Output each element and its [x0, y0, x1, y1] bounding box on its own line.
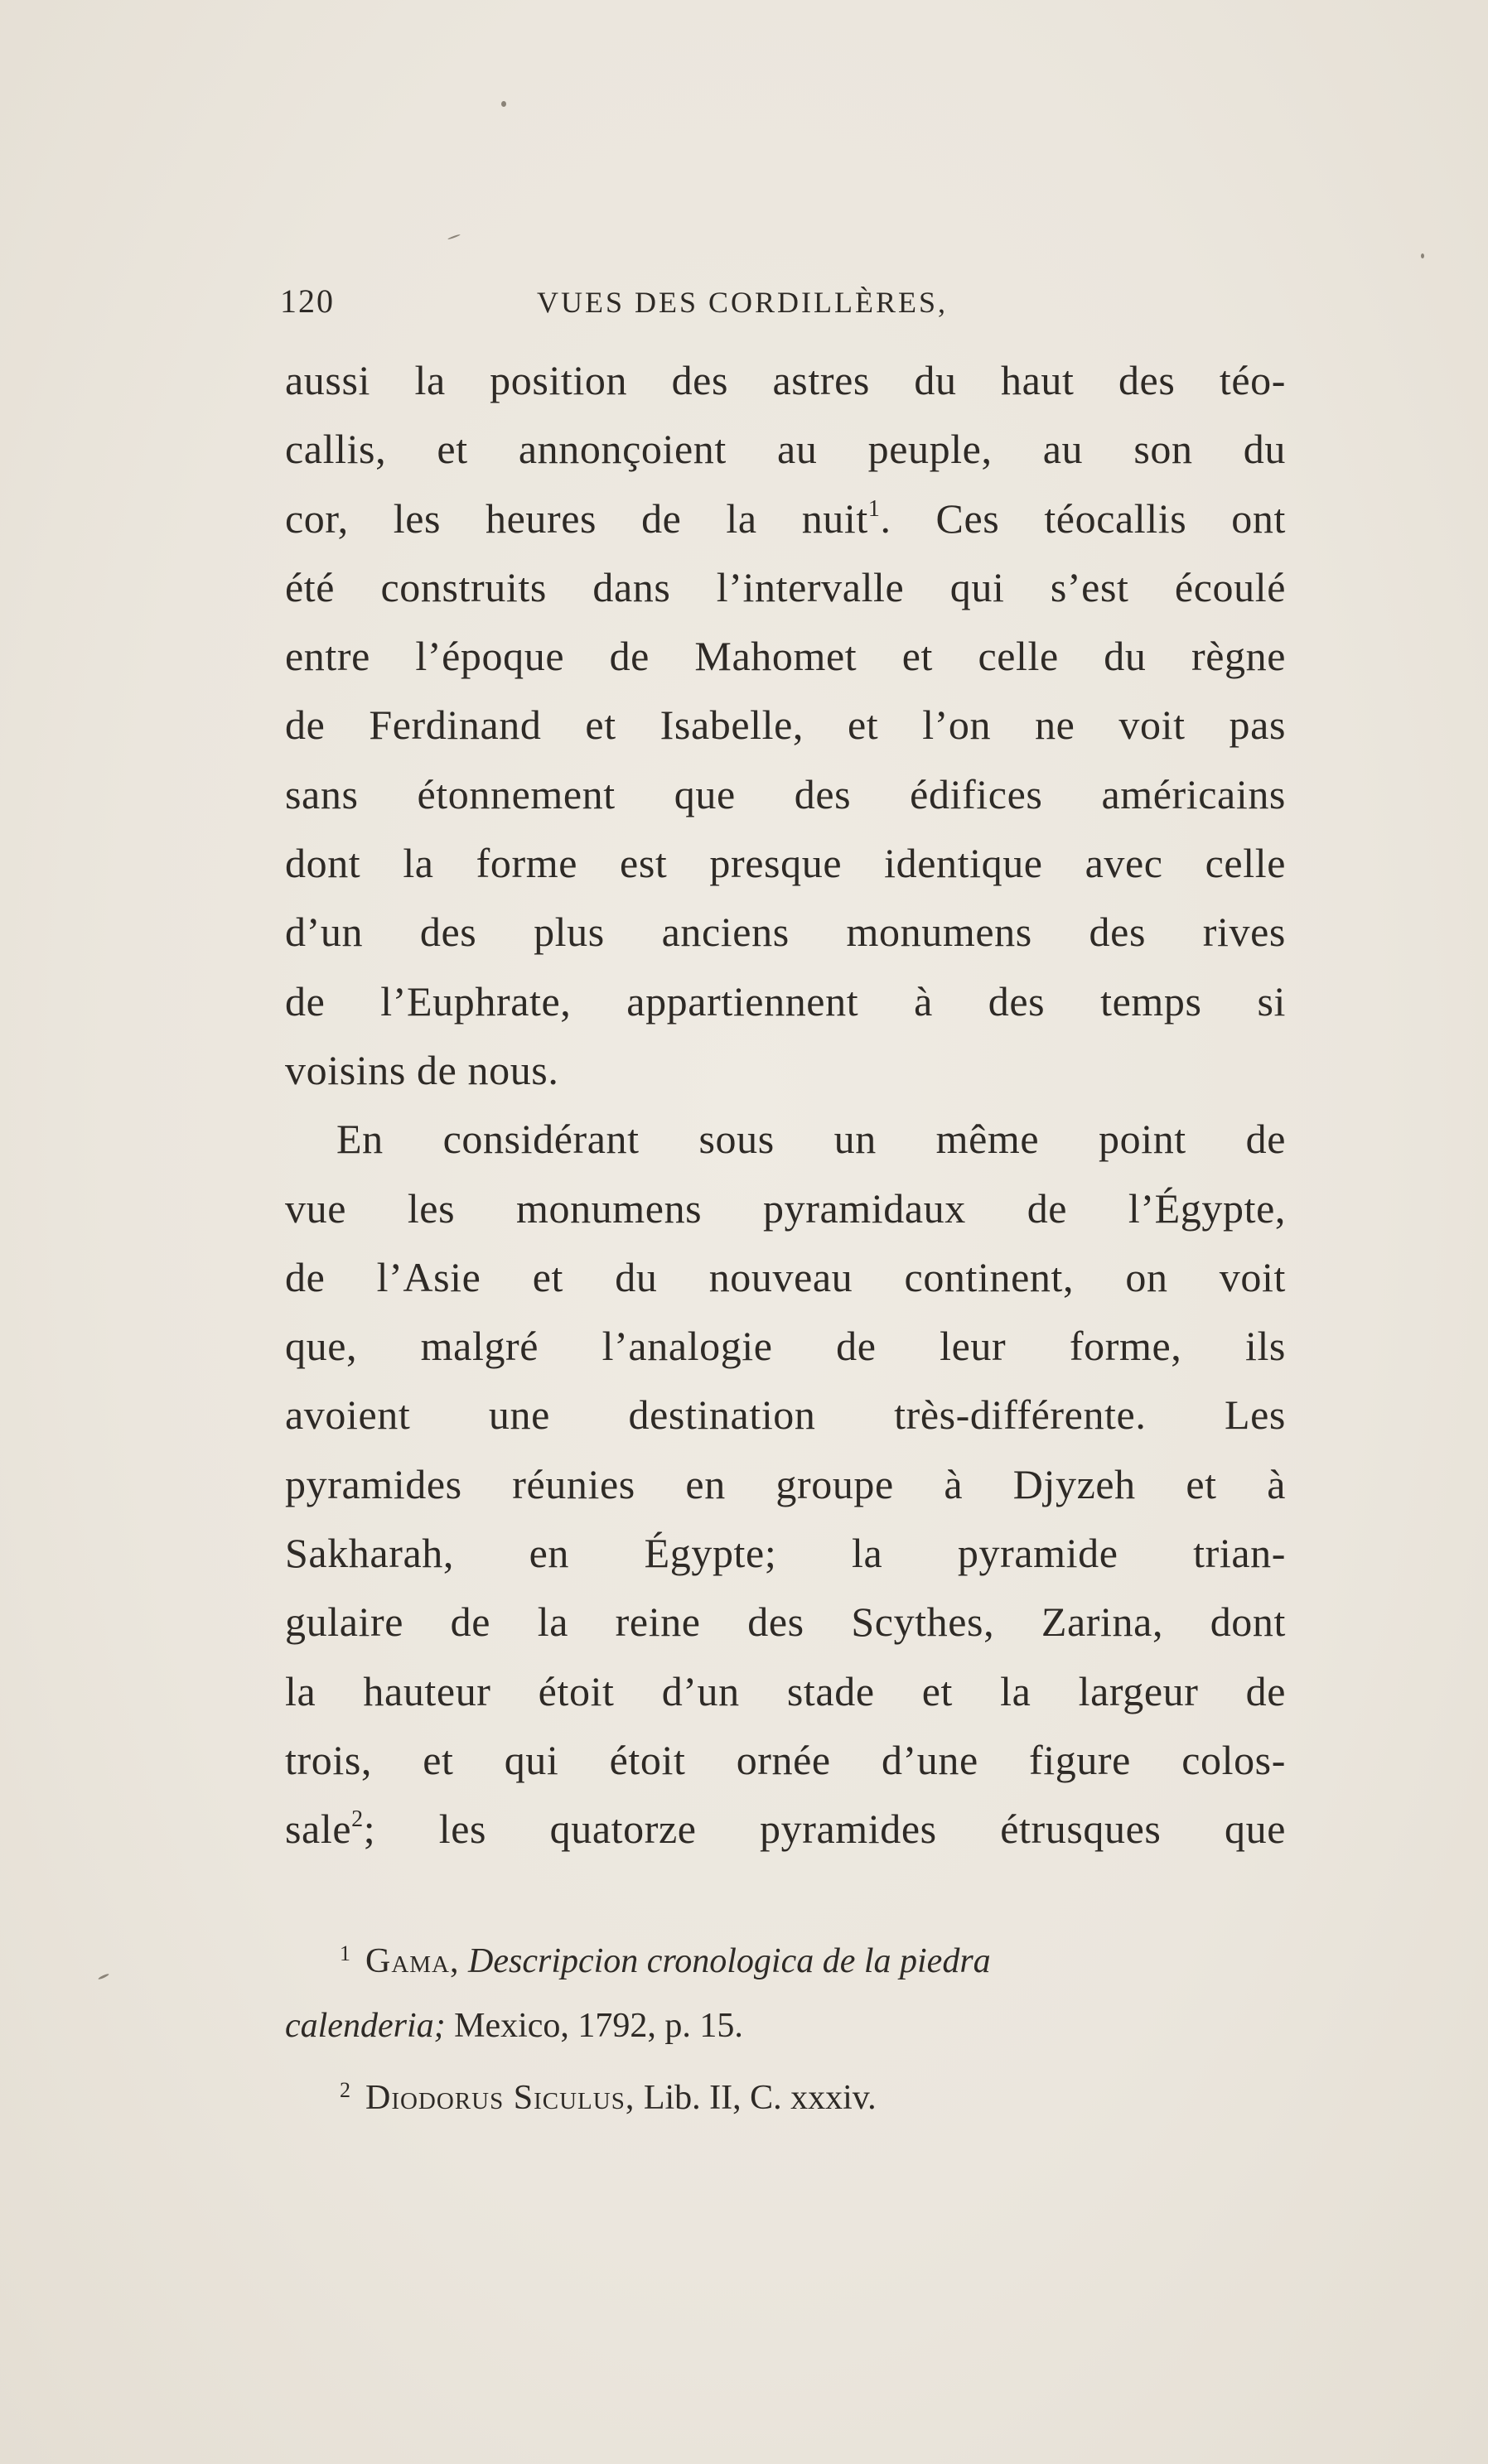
text-line: entre l’époque de Mahomet et celle du règne	[285, 633, 1286, 680]
text-line: trois, et qui étoit ornée d’une figure colos-	[285, 1736, 1286, 1783]
text-line-part: cor, les heures de la nuit	[285, 494, 868, 542]
text-line-part: . Ces téocallis ont	[880, 494, 1286, 542]
paragraph-2	[285, 1105, 1286, 1864]
paper-speck	[1421, 253, 1424, 258]
text-line: de l’Euphrate, appartiennent à des temps si	[285, 977, 1286, 1025]
text-line-part: En considérant sous un même point de	[336, 1116, 1286, 1163]
text-line: été construits dans l’intervalle qui s’est écoulé	[285, 563, 1286, 610]
running-head: VUES DES CORDILLÈRES,	[537, 286, 949, 319]
paragraph-1	[285, 346, 1286, 1105]
footnote-ref-1: 1	[867, 495, 881, 522]
footnote-number: 1	[340, 1941, 350, 1965]
footnote-title: Descripcion cronologica de la piedra	[468, 1942, 991, 1980]
text-line	[285, 1105, 1286, 1174]
text-line: vue les monumens pyramidaux de l’Égypte,	[285, 1184, 1286, 1232]
text-line	[285, 485, 1286, 553]
footnote-author: Diodorus Siculus,	[365, 2079, 635, 2117]
text-line: callis, et annonçoient au peuple, au son du	[285, 426, 1286, 473]
paper-speck	[98, 1973, 109, 1980]
text-line: avoient une destination très-différente. Les	[285, 1391, 1286, 1439]
text-line: dont la forme est presque identique avec celle	[285, 840, 1286, 887]
body-text	[285, 346, 1286, 1864]
footnote-1-continued	[285, 1994, 1286, 2058]
text-line-part: sale	[285, 1806, 352, 1853]
text-line: gulaire de la reine des Scythes, Zarina, dont	[285, 1598, 1286, 1646]
paper-speck	[501, 101, 506, 107]
text-line: que, malgré l’analogie de leur forme, ils	[285, 1323, 1286, 1370]
paper-speck	[447, 234, 461, 239]
text-line: d’un des plus anciens monumens des rives	[285, 909, 1286, 956]
footnote-title: calenderia;	[285, 2007, 446, 2045]
footnote-citation: Lib. II, C. xxxiv.	[635, 2079, 877, 2117]
text-line: de Ferdinand et Isabelle, et l’on ne voit pas	[285, 702, 1286, 749]
text-line: la hauteur étoit d’un stade et la largeur de	[285, 1667, 1286, 1714]
text-line: aussi la position des astres du haut des téo-	[285, 357, 1286, 403]
footnote-ref-2: 2	[351, 1806, 364, 1833]
page-header	[280, 282, 1292, 331]
footnote-number: 2	[340, 2078, 350, 2102]
footnote-author: Gama,	[365, 1942, 460, 1980]
text-line: de l’Asie et du nouveau continent, on voit	[285, 1253, 1286, 1300]
text-line: sans étonnement que des édifices américains	[285, 770, 1286, 817]
text-line: voisins de nous.	[285, 1046, 559, 1093]
text-line: Sakharah, en Égypte; la pyramide trian-	[285, 1530, 1286, 1577]
text-line: pyramides réunies en groupe à Djyzeh et à	[285, 1460, 1286, 1507]
text-line	[285, 1795, 1286, 1864]
footnote-1	[285, 1922, 1286, 1994]
text-line-part: ; les quatorze pyramides étrusques que	[363, 1806, 1286, 1853]
footnotes	[285, 1922, 1286, 2130]
page-number: 120	[280, 282, 335, 320]
footnote-citation: Mexico, 1792, p. 15.	[445, 2007, 743, 2045]
footnote-2	[285, 2058, 1286, 2130]
